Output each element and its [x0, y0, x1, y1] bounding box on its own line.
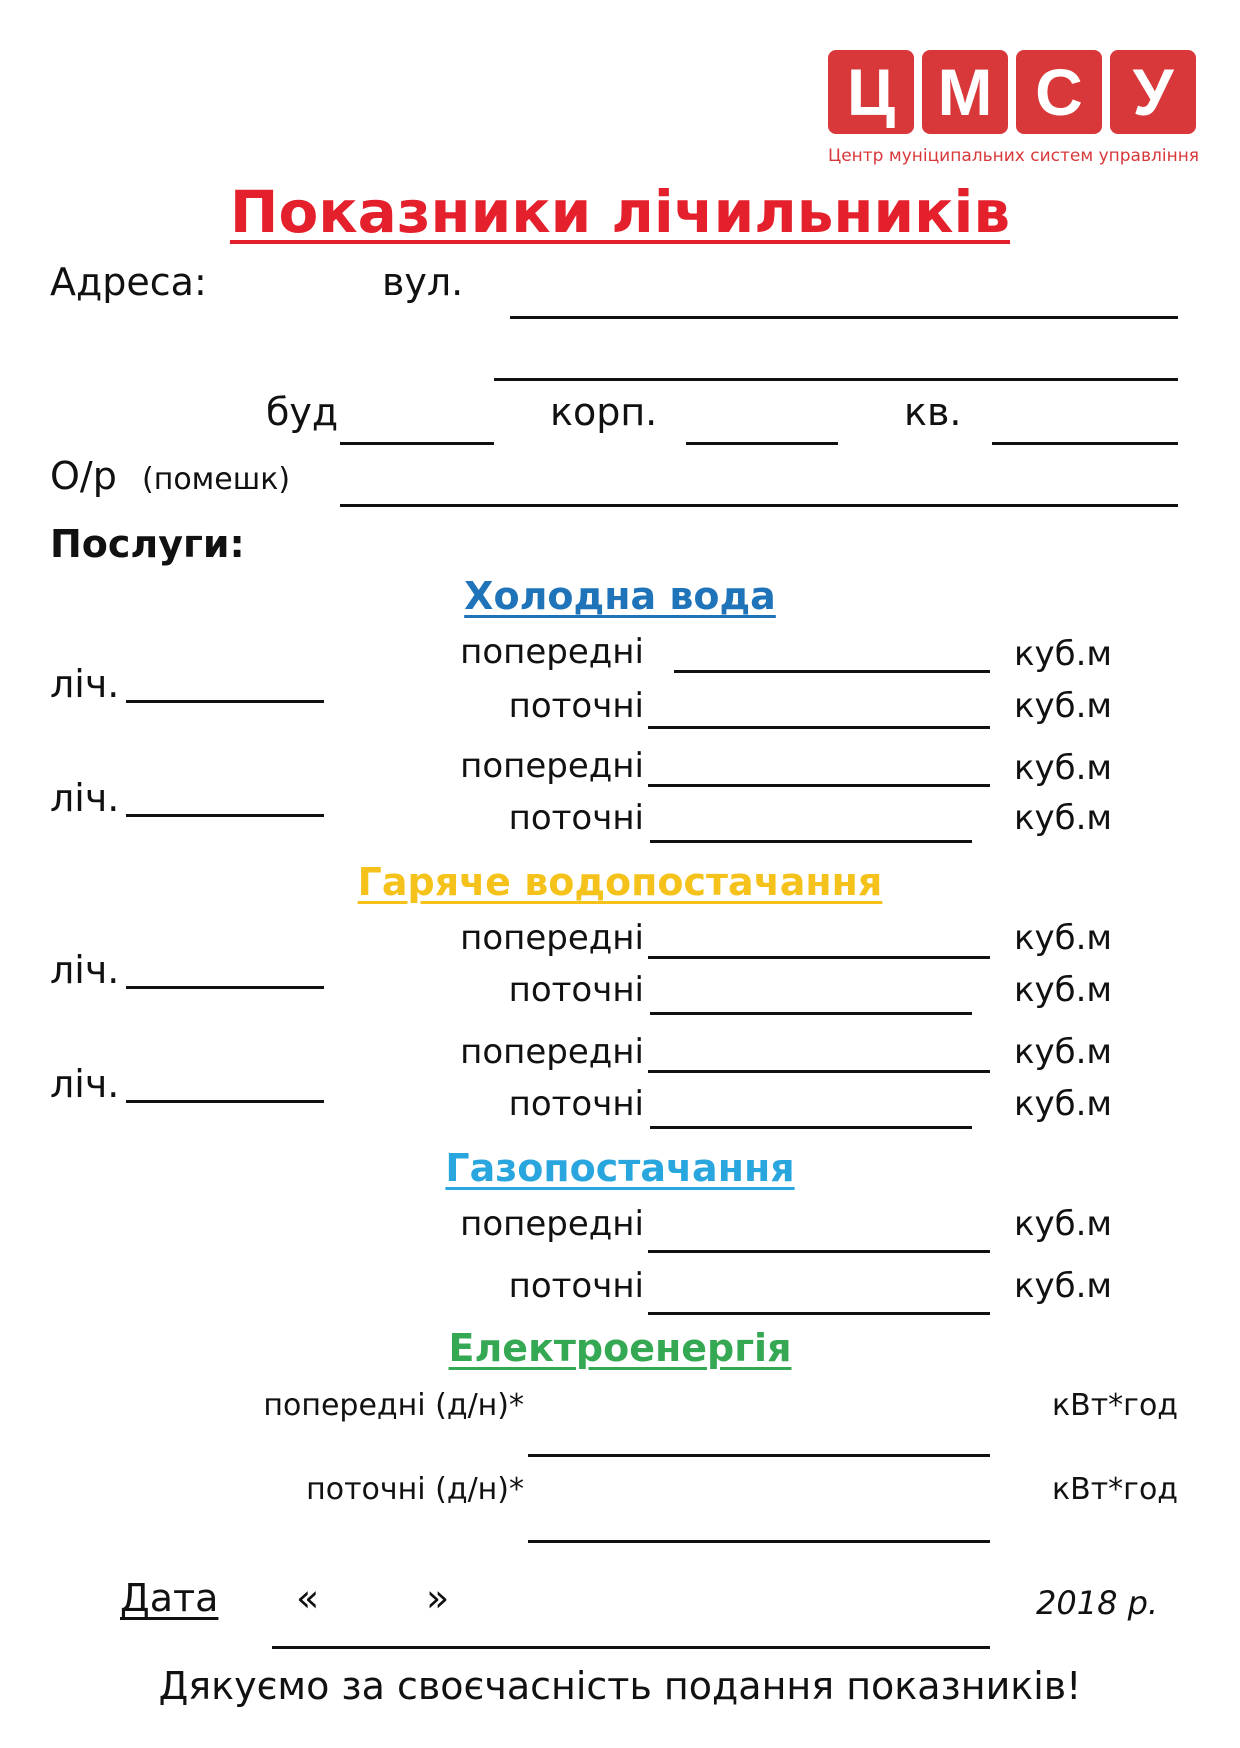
date-quote-open: « [296, 1576, 320, 1620]
page-title: Показники лічильників [229, 178, 1011, 246]
account-label: О/р [50, 454, 117, 498]
date-quote-close: » [426, 1576, 450, 1620]
el-prev-unit: кВт*год [1052, 1388, 1179, 1423]
gas-prev-unit: куб.м [1014, 1204, 1113, 1244]
account-field[interactable] [340, 504, 1178, 507]
logo-subtitle: Центр муніципальних систем управління [828, 146, 1200, 166]
logo-letter: Ц [828, 50, 914, 134]
el-cur-label: поточні (д/н)* [306, 1472, 524, 1507]
cmsu-logo [828, 50, 1198, 170]
thanks-message: Дякуємо за своєчасність подання показників! [158, 1664, 1082, 1708]
block-field[interactable] [686, 442, 838, 445]
meter-number-field[interactable] [126, 1100, 324, 1103]
street-label: вул. [382, 260, 464, 304]
date-label: Дата [120, 1576, 219, 1620]
meter-number-field[interactable] [126, 700, 324, 703]
hot-prev-label-2: попередні [460, 1032, 644, 1072]
logo-letter: М [922, 50, 1008, 134]
gas-cur-field[interactable] [648, 1312, 990, 1315]
el-prev-field[interactable] [528, 1454, 990, 1457]
meter-label: ліч. [50, 1062, 120, 1106]
hot-cur-field-2[interactable] [650, 1126, 972, 1129]
el-prev-label: попередні (д/н)* [263, 1388, 524, 1423]
hot-cur-field-1[interactable] [650, 1012, 972, 1015]
hot-prev-unit-2: куб.м [1014, 1032, 1113, 1072]
cold-cur-field-1[interactable] [648, 726, 990, 729]
cold-cur-field-2[interactable] [650, 840, 972, 843]
building-label: буд [266, 390, 339, 434]
cold-cur-label-1: поточні [508, 686, 644, 726]
cold-prev-label-1: попередні [460, 632, 644, 672]
hot-cur-label-2: поточні [508, 1084, 644, 1124]
street-field-2[interactable] [494, 378, 1178, 381]
cold-prev-unit-2: куб.м [1014, 748, 1113, 788]
date-field[interactable] [272, 1646, 990, 1649]
account-note: (помешк) [142, 462, 291, 497]
gas-cur-label: поточні [508, 1266, 644, 1306]
services-label: Послуги: [50, 522, 245, 566]
section-gas: Газопостачання [445, 1146, 795, 1190]
meter-label: ліч. [50, 948, 120, 992]
hot-prev-field-1[interactable] [648, 956, 990, 959]
cold-cur-unit-2: куб.м [1014, 798, 1113, 838]
hot-prev-field-2[interactable] [648, 1070, 990, 1073]
gas-cur-unit: куб.м [1014, 1266, 1113, 1306]
cold-cur-label-2: поточні [508, 798, 644, 838]
el-cur-unit: кВт*год [1052, 1472, 1179, 1507]
section-cold-water: Холодна вода [464, 574, 776, 618]
cold-prev-field-2[interactable] [648, 784, 990, 787]
meter-number-field[interactable] [126, 986, 324, 989]
street-field[interactable] [510, 316, 1178, 319]
hot-cur-label-1: поточні [508, 970, 644, 1010]
el-cur-field[interactable] [528, 1540, 990, 1543]
cold-prev-label-2: попередні [460, 746, 644, 786]
hot-cur-unit-1: куб.м [1014, 970, 1113, 1010]
address-label: Адреса: [50, 260, 207, 304]
meter-number-field[interactable] [126, 814, 324, 817]
logo-letter: С [1016, 50, 1102, 134]
hot-prev-label-1: попередні [460, 918, 644, 958]
logo-letter: У [1110, 50, 1196, 134]
hot-cur-unit-2: куб.м [1014, 1084, 1113, 1124]
apartment-field[interactable] [992, 442, 1178, 445]
cold-prev-field-1[interactable] [674, 670, 990, 673]
cold-cur-unit-1: куб.м [1014, 686, 1113, 726]
hot-prev-unit-1: куб.м [1014, 918, 1113, 958]
gas-prev-field[interactable] [648, 1250, 990, 1253]
apartment-label: кв. [904, 390, 962, 434]
block-label: корп. [550, 390, 658, 434]
gas-prev-label: попередні [460, 1204, 644, 1244]
section-electricity: Електроенергія [448, 1326, 792, 1370]
section-hot-water: Гаряче водопостачання [357, 860, 883, 904]
meter-label: ліч. [50, 662, 120, 706]
cold-prev-unit-1: куб.м [1014, 634, 1113, 674]
meter-label: ліч. [50, 776, 120, 820]
building-field[interactable] [340, 442, 494, 445]
date-year: 2018 р. [1036, 1584, 1159, 1622]
